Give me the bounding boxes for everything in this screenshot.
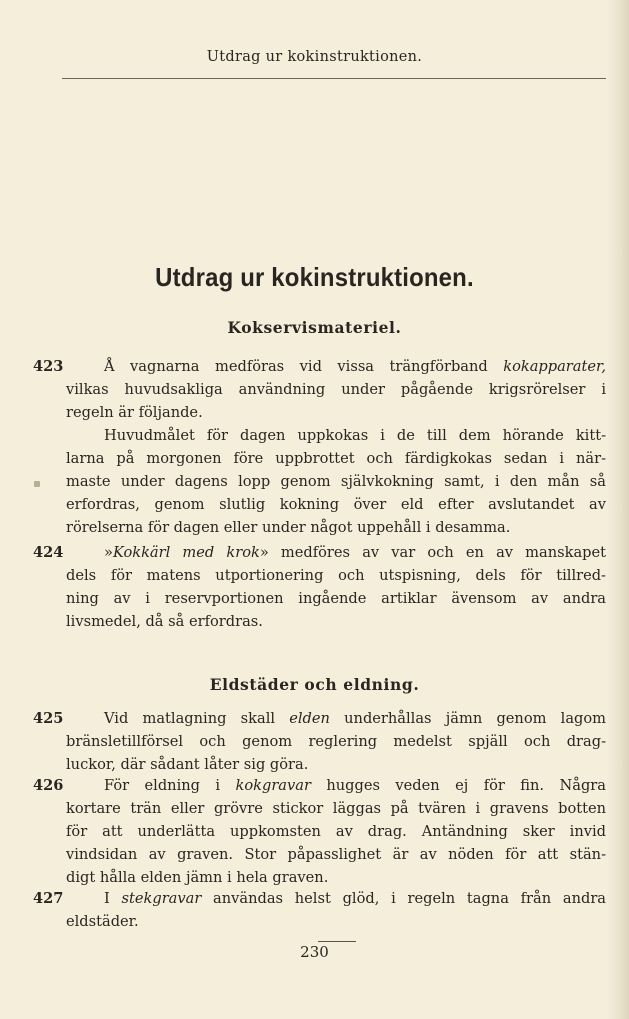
text-line <box>104 426 606 446</box>
paragraph-number: 427 <box>33 890 64 907</box>
paragraph-number: 426 <box>33 777 64 794</box>
text-line <box>66 449 606 469</box>
text-line <box>66 755 308 775</box>
text-line <box>66 472 606 492</box>
paragraph-number: 424 <box>33 544 64 561</box>
header-rule <box>62 78 606 79</box>
footer-rule <box>318 941 356 942</box>
text-run: ning av i reservportionen ingående artiklar ävensom av andra <box>66 590 606 607</box>
text-run: dels för matens utportionering och utspisning, dels för tillred- <box>66 567 606 584</box>
italic-term: elden <box>289 710 330 727</box>
text-line <box>66 799 606 819</box>
italic-term: Kokkärl med krok <box>112 544 260 561</box>
section-heading-eldstader: Eldstäder och eldning. <box>209 675 420 694</box>
text-run: luckor, där sådant låter sig göra. <box>66 756 309 773</box>
page-title: Utdrag ur kokinstruktionen. <box>155 262 474 292</box>
text-run: eldstäder. <box>66 913 139 930</box>
italic-term: kokapparater, <box>503 358 606 375</box>
text-run: livsmedel, då så erfordras. <box>66 613 263 630</box>
text-line <box>104 889 606 909</box>
text-line <box>66 403 203 423</box>
text-run: I <box>104 890 122 907</box>
text-line <box>66 589 606 609</box>
text-line <box>66 845 606 865</box>
text-line <box>66 566 606 586</box>
text-run: regeln är följande. <box>66 404 203 421</box>
text-line <box>104 776 606 796</box>
text-run: för att underlätta uppkomsten av drag. Antändning sker invid <box>66 823 606 840</box>
text-run: maste under dagens lopp genom självkokning samt, i den mån så <box>66 473 606 490</box>
text-run: » medföres av var och en av manskapet <box>259 544 606 561</box>
text-line <box>66 732 606 752</box>
text-run: vilkas huvudsakliga användning under pågående krigsrörelser i <box>66 381 606 398</box>
page-number: 230 <box>300 943 329 961</box>
paragraph-number: 423 <box>33 358 64 375</box>
running-head: Utdrag ur kokinstruktionen. <box>206 49 423 65</box>
text-line <box>66 868 328 888</box>
text-line <box>66 380 606 400</box>
text-run: För eldning i <box>104 777 236 794</box>
text-run: rörelserna för dagen eller under något uppehåll i desamma. <box>66 519 511 536</box>
text-run: användas helst glöd, i regeln tagna från andra <box>201 890 606 907</box>
text-line <box>66 612 263 632</box>
text-line <box>104 357 606 377</box>
text-line <box>104 543 606 563</box>
text-run: digt hålla elden jämn i hela graven. <box>66 869 329 886</box>
italic-term: kokgravar <box>235 777 311 794</box>
text-line <box>66 518 510 538</box>
margin-stain <box>34 481 40 487</box>
text-run: vindsidan av graven. Stor påpasslighet är av nöden för att stän- <box>66 846 606 863</box>
text-run: underhållas jämn genom lagom <box>329 710 607 727</box>
text-line <box>66 822 606 842</box>
text-run: Huvudmålet för dagen uppkokas i de till dem hörande kitt- <box>104 427 606 444</box>
page-edge-shadow <box>607 0 629 1019</box>
text-line <box>104 709 606 729</box>
text-line <box>66 912 139 932</box>
text-run: larna på morgonen före uppbrottet och färdigkokas sedan i när- <box>66 450 606 467</box>
text-run: » <box>104 544 113 561</box>
text-line <box>66 495 606 515</box>
paragraph-number: 425 <box>33 710 64 727</box>
text-run: erfordras, genom slutlig kokning över eld efter avslutandet av <box>66 496 606 513</box>
text-run: bränsletillförsel och genom reglering medelst spjäll och drag- <box>66 733 606 750</box>
text-run: Vid matlagning skall <box>104 710 290 727</box>
section-heading-kokservismateriel: Kokservismateriel. <box>227 318 402 337</box>
text-run: kortare trän eller grövre stickor läggas på tvären i gravens botten <box>66 800 606 817</box>
italic-term: stekgravar <box>121 890 202 907</box>
text-run: hugges veden ej för fin. Några <box>310 777 606 794</box>
text-run: Å vagnarna medföras vid vissa trängförband <box>104 358 504 375</box>
